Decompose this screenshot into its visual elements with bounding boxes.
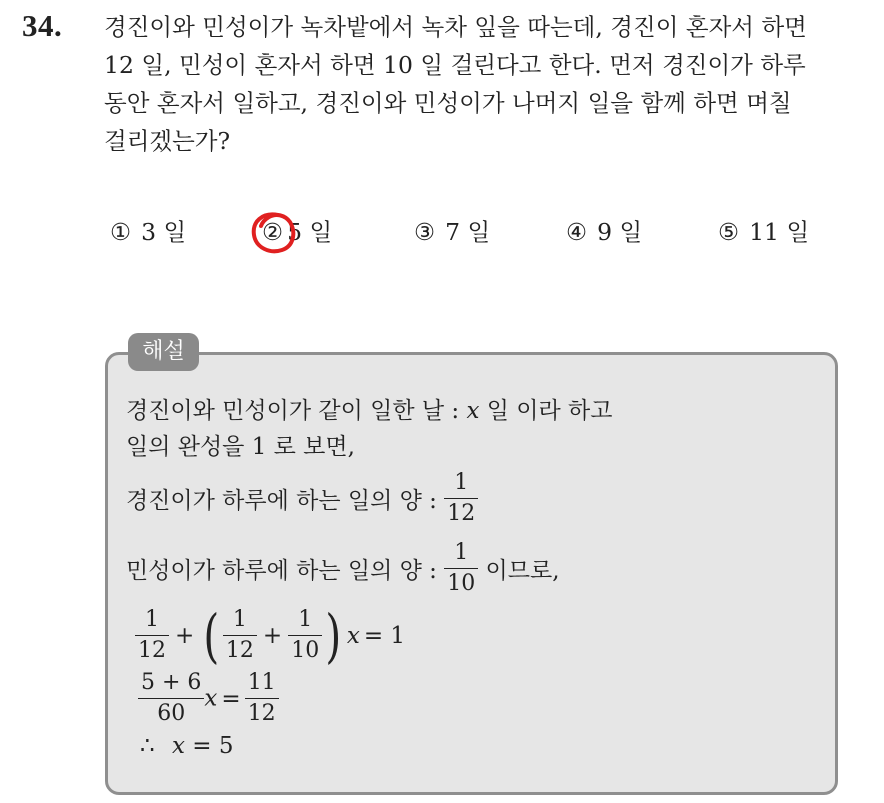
denominator: 12 (447, 501, 476, 526)
solution-line-3 (126, 468, 478, 529)
numerator: 1 (444, 468, 478, 499)
right-paren: ) (325, 601, 342, 670)
solution-line-4 (126, 538, 560, 599)
numerator: 1 (444, 538, 478, 569)
solution-line-2: 일의 완성을 1 로 보면, (126, 434, 355, 460)
therefore-symbol: ∴ (140, 733, 155, 759)
numerator: 1 (135, 605, 169, 636)
numerator: 1 (223, 605, 257, 636)
choice-marker: ⑤ (718, 218, 740, 246)
stem-line: 동안 혼자서 일하고, 경진이와 민성이가 나머지 일을 함께 하면 며칠 (104, 89, 792, 117)
choice-text: 7 일 (445, 218, 491, 246)
fraction (288, 605, 322, 666)
fraction (245, 668, 279, 729)
answer-choices (0, 208, 884, 258)
choice-marker: ② (262, 218, 284, 246)
left-paren: ( (203, 601, 220, 670)
variable-x: x (171, 733, 185, 759)
plus-sign: + (175, 622, 195, 649)
denominator: 12 (247, 701, 276, 726)
fraction (444, 468, 478, 529)
denominator: 60 (157, 701, 186, 726)
equals-rhs: = 5 (192, 733, 234, 759)
equation-1 (135, 601, 411, 670)
choice-5[interactable] (718, 214, 809, 250)
solution-text: 민성이가 하루에 하는 일의 양 : (126, 558, 445, 584)
denominator: 10 (447, 571, 476, 596)
solution-text: 경진이가 하루에 하는 일의 양 : (126, 488, 445, 514)
choice-3[interactable] (414, 214, 490, 250)
plus-sign: + (262, 622, 283, 649)
denominator: 10 (291, 638, 320, 663)
numerator: 5 + 6 (138, 668, 204, 699)
variable-x: x (346, 622, 360, 649)
question-stem (104, 8, 874, 160)
numerator: 11 (245, 668, 279, 699)
fraction (223, 605, 257, 666)
equals-rhs: = 1 (363, 622, 406, 649)
stem-line: 12 일, 민성이 혼자서 하면 10 일 걸린다고 한다. 먼저 경진이가 하루 (104, 51, 806, 79)
equals-sign: = (221, 685, 241, 712)
choice-2[interactable] (262, 214, 332, 250)
choice-text: 3 일 (141, 218, 187, 246)
solution-line-1 (126, 392, 612, 425)
choice-text: 11 일 (749, 218, 810, 246)
numerator: 1 (288, 605, 322, 636)
fraction (138, 668, 204, 729)
solution-text: 이므로, (478, 558, 560, 584)
choice-marker: ③ (414, 218, 436, 246)
stem-line: 걸리겠는가? (104, 127, 231, 155)
variable-x: x (204, 685, 218, 712)
equation-2 (138, 668, 279, 729)
fraction (135, 605, 169, 666)
choice-1[interactable] (110, 214, 186, 250)
choice-text: 9 일 (597, 218, 643, 246)
choice-4[interactable] (566, 214, 642, 250)
choice-marker: ① (110, 218, 132, 246)
choice-text: 5 일 (287, 218, 333, 246)
solution-text: 경진이와 민성이가 같이 일한 날 : (126, 398, 467, 424)
choice-marker: ④ (566, 218, 588, 246)
denominator: 12 (138, 638, 166, 663)
stem-line: 경진이와 민성이가 녹차밭에서 녹차 잎을 따는데, 경진이 혼자서 하면 (104, 13, 807, 41)
solution-label: 해설 (128, 333, 199, 371)
equation-3 (140, 733, 233, 759)
question-number: 34. (22, 8, 63, 43)
denominator: 12 (225, 638, 254, 663)
fraction (444, 538, 478, 599)
variable-x: x (466, 398, 480, 424)
solution-text: 일 이라 하고 (479, 398, 613, 424)
